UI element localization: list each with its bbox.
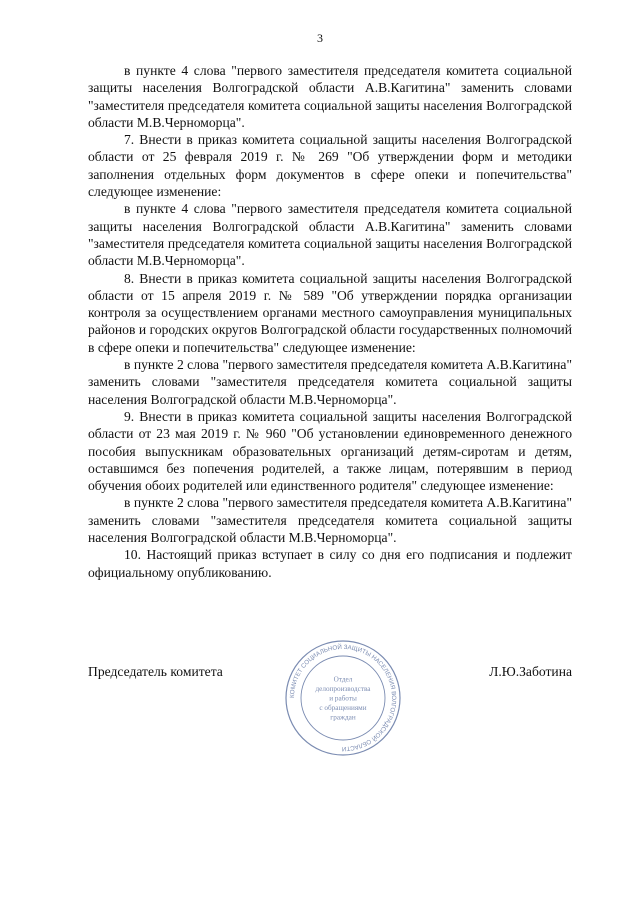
document-body: [88, 62, 572, 581]
stamp-inner-line: граждан: [330, 713, 356, 722]
paragraph-7-amendment: в пункте 4 слова "первого заместителя председателя комитета социальной защиты населения Волгоградской области А.В.Кагитина" заменить словами "заместителя председателя комитета социальной защиты населения Волгоградской области М.В.Черноморца".: [88, 201, 572, 269]
stamp-inner-line: и работы: [329, 694, 357, 703]
page-number: 3: [317, 31, 323, 45]
stamp-ring-textpath: КОМИТЕТ СОЦИАЛЬНОЙ ЗАЩИТЫ НАСЕЛЕНИЯ ВОЛГОГРАДСКОЙ ОБЛАСТИ: [288, 643, 398, 753]
signer-name: Л.Ю.Заботина: [489, 664, 572, 679]
official-stamp: [283, 638, 403, 758]
paragraph-10: 10. Настоящий приказ вступает в силу со дня его подписания и подлежит официальному опубликованию.: [88, 547, 572, 580]
stamp-inner-text: [316, 676, 372, 722]
paragraph-8-amendment: в пункте 2 слова "первого заместителя председателя комитета А.В.Кагитина" заменить словами "заместителя председателя комитета социальной защиты населения Волгоградской области М.В.Черноморца".: [88, 357, 572, 407]
paragraph-7: 7. Внести в приказ комитета социальной защиты населения Волгоградской области от 25 февраля 2019 г. № 269 "Об утверждении форм и методики заполнения отдельных форм документов в сфере опеки и попечительства" следующее изменение:: [88, 132, 572, 200]
paragraph-6-amendment: в пункте 4 слова "первого заместителя председателя комитета социальной защиты населения Волгоградской области А.В.Кагитина" заменить словами "заместителя председателя комитета социальной защиты населения Волгоградской области М.В.Черноморца".: [88, 63, 572, 130]
paragraph-9-amendment: в пункте 2 слова "первого заместителя председателя комитета А.В.Кагитина" заменить словами "заместителя председателя комитета социальной защиты населения Волгоградской области М.В.Черноморца".: [88, 495, 572, 546]
stamp-inner-line: с обращениями: [319, 704, 367, 712]
paragraph-9: 9. Внести в приказ комитета социальной защиты населения Волгоградской области от 23 мая 2019 г. № 960 "Об установлении единовременного денежного пособия выпускникам образовательных организаций детям-сиротам и детям, оставшимся без попечения родителей, а также лицам, потерявшим в период обучения обоих родителей или единственного родителя" следующее изменение:: [88, 408, 572, 494]
signer-title: Председатель комитета: [88, 664, 223, 679]
paragraph-8: 8. Внести в приказ комитета социальной защиты населения Волгоградской области от 15 апреля 2019 г. № 589 "Об утверждении порядка организации контроля за осуществлением органами местного самоуправления муниципальных районов и городских округов Волгоградской области государственных полномочий в сфере опеки и попечительства" следующее изменение:: [88, 270, 572, 355]
stamp-inner-line: Отдел: [333, 675, 353, 684]
stamp-inner-line: делопроизводства: [315, 685, 371, 693]
